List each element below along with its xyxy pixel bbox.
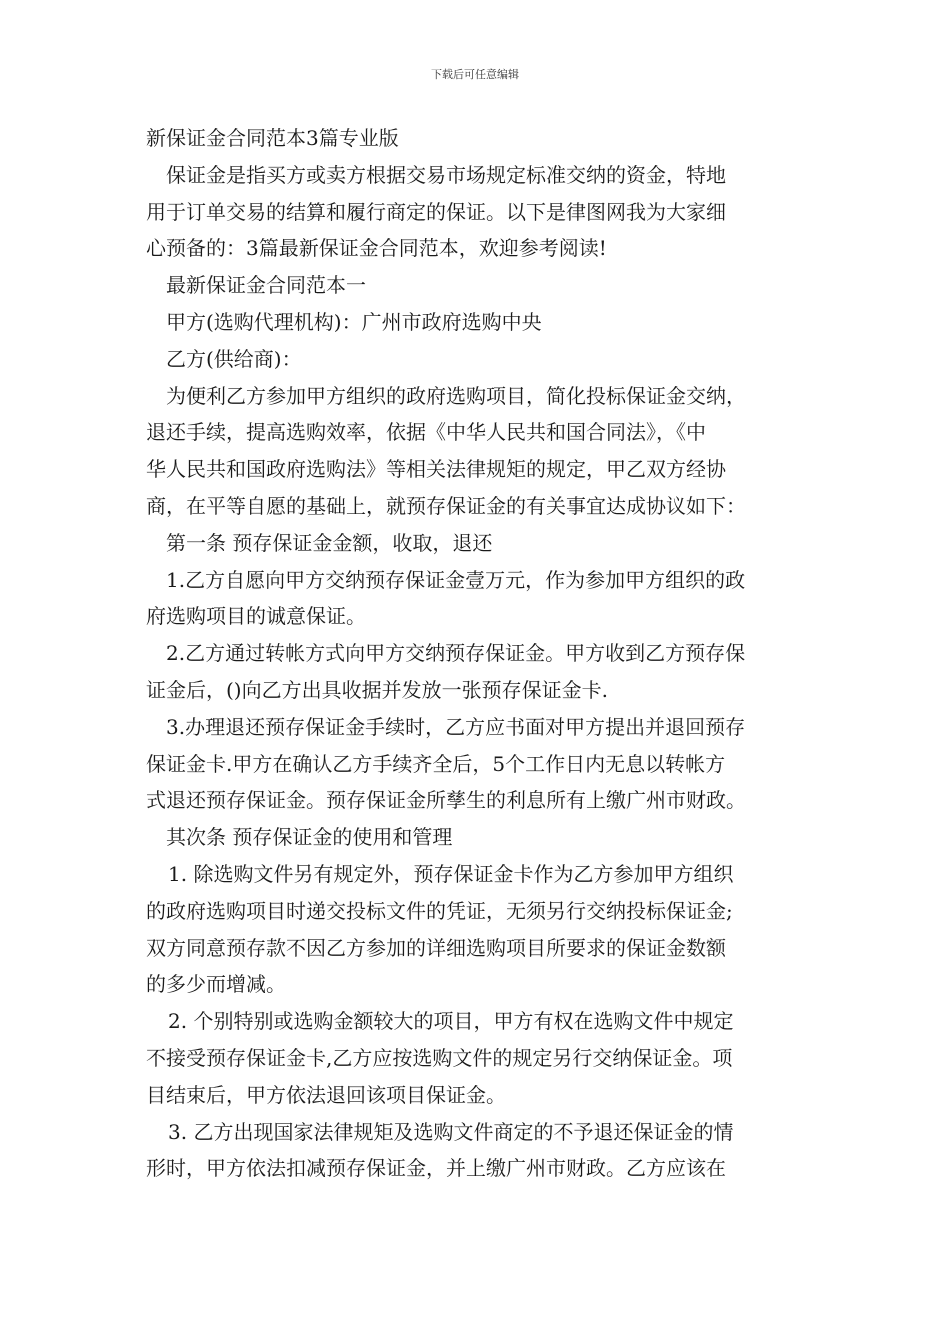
document-body [146,120,810,1187]
paragraph-line: 用于订单交易的结算和履行商定的保证。以下是律图网我为大家细 [146,199,726,224]
paragraph-line: 退还手续，提高选购效率，依据《中华人民共和国合同法》，《中 [146,420,706,445]
clause-line: 的政府选购项目时递交投标文件的凭证，无须另行交纳投标保证金; [146,898,733,923]
clause-line: 目结束后，甲方依法退回该项目保证金。 [146,1082,506,1107]
clause-line: 保证金卡.甲方在确认乙方手续齐全后，5个工作日内无息以转帐方 [146,751,726,776]
document-title: 新保证金合同范本3篇专业版 [146,126,399,150]
paragraph-line: 心预备的：3篇最新保证金合同范本，欢迎参考阅读! [146,236,607,261]
clause-line: 2. 个别特别或选购金额较大的项目，甲方有权在选购文件中规定 [168,1009,734,1034]
paragraph-line: 为便利乙方参加甲方组织的政府选购项目，简化投标保证金交纳， [166,383,746,408]
party-b-line: 乙方(供给商)： [166,346,302,371]
clause-line: 式退还预存保证金。预存保证金所孳生的利息所有上缴广州市财政。 [146,788,746,813]
paragraph-line: 商，在平等自愿的基础上，就预存保证金的有关事宜达成协议如下： [146,493,746,518]
party-a-line: 甲方(选购代理机构)：广州市政府选购中央 [166,309,542,334]
clause-line: 3.办理退还预存保证金手续时，乙方应书面对甲方提出并退回预存 [166,714,746,739]
article-heading: 第一条 预存保证金金额，收取，退还 [166,530,493,555]
section-heading: 最新保证金合同范本一 [166,273,366,298]
clause-line: 证金后，()向乙方出具收据并发放一张预存保证金卡. [146,677,608,702]
clause-line: 3. 乙方出现国家法律规矩及选购文件商定的不予退还保证金的情 [168,1119,734,1144]
clause-line: 的多少而增减。 [146,972,286,997]
article-heading: 其次条 预存保证金的使用和管理 [166,825,453,850]
clause-line: 不接受预存保证金卡,乙方应按选购文件的规定另行交纳保证金。项 [146,1045,733,1070]
clause-line: 双方同意预存款不因乙方参加的详细选购项目所要求的保证金数额 [146,935,726,960]
clause-line: 府选购项目的诚意保证。 [146,604,366,629]
clause-line: 1.乙方自愿向甲方交纳预存保证金壹万元，作为参加甲方组织的政 [166,567,746,592]
page-header: 下载后可任意编辑 [431,68,519,81]
paragraph-line: 华人民共和国政府选购法》等相关法律规矩的规定，甲乙双方经协 [146,457,726,482]
clause-line: 2.乙方通过转帐方式向甲方交纳预存保证金。甲方收到乙方预存保 [166,641,746,666]
clause-line: 形时，甲方依法扣减预存保证金，并上缴广州市财政。乙方应该在 [146,1156,726,1181]
clause-line: 1. 除选购文件另有规定外，预存保证金卡作为乙方参加甲方组织 [168,861,734,886]
paragraph-line: 保证金是指买方或卖方根据交易市场规定标准交纳的资金，特地 [166,162,726,187]
